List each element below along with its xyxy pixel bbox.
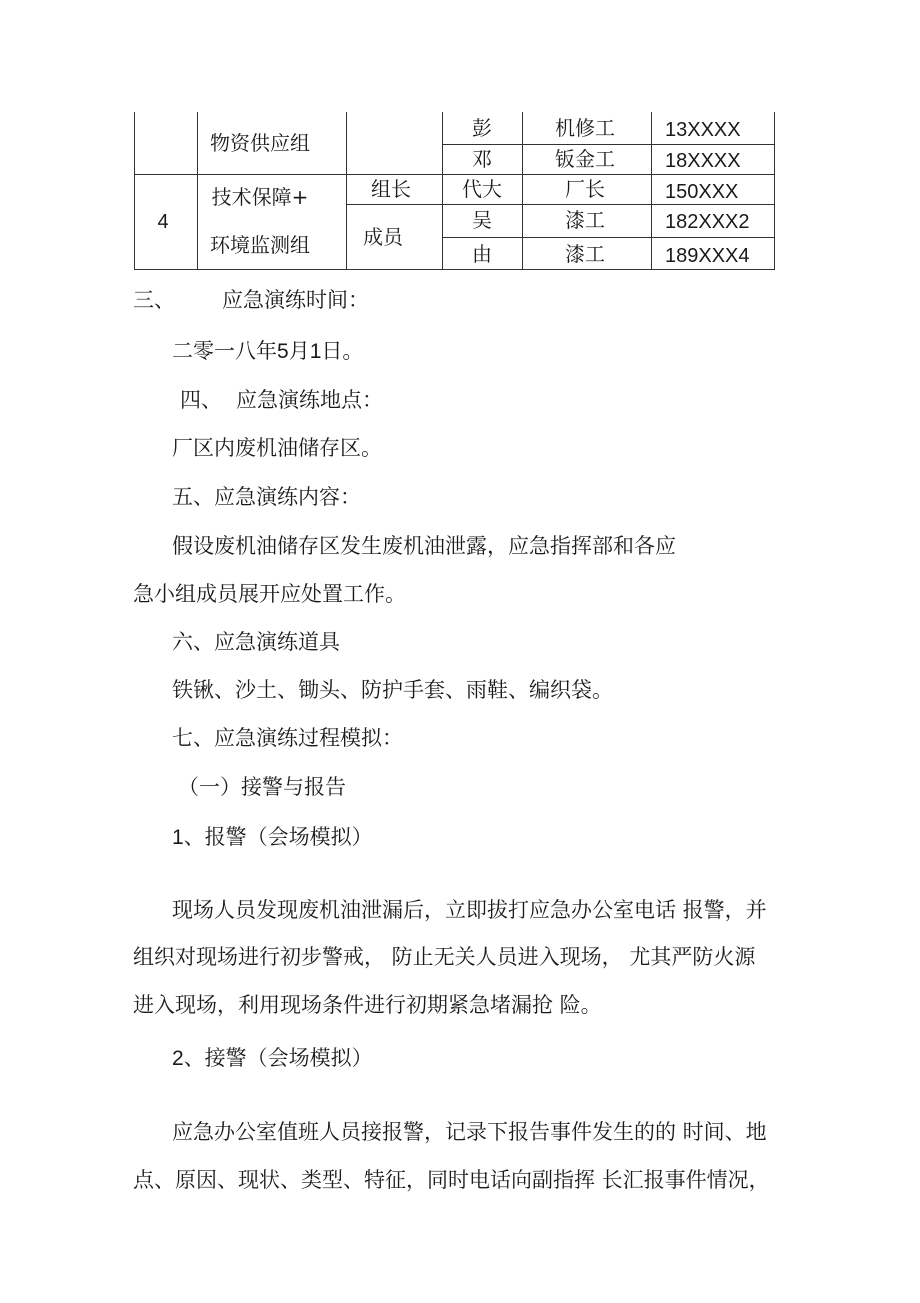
name-cell: 由	[472, 242, 492, 266]
name-cell: 吴	[472, 208, 492, 232]
section-heading: 应急演练时间：	[222, 288, 369, 312]
row-index: 4	[157, 211, 169, 233]
staff-table	[134, 112, 775, 270]
role-cell: 成员	[363, 225, 403, 249]
paragraph: 急小组成员展开应处置工作。	[133, 582, 406, 606]
section-heading: 应急演练地点：	[236, 388, 383, 412]
name-cell: 彭	[472, 116, 492, 140]
title-cell: 漆工	[565, 208, 605, 232]
title-cell: 厂长	[565, 177, 605, 201]
step-heading: 2、接警（会场模拟）	[172, 1046, 373, 1070]
paragraph: 厂区内废机油储存区。	[172, 436, 382, 460]
name-cell: 代大	[462, 177, 502, 201]
group-cell: 技术保障+	[211, 185, 309, 209]
section-number: 四、	[180, 388, 222, 412]
paragraph: 铁锹、沙土、锄头、防护手套、雨鞋、编织袋。	[172, 678, 613, 702]
name-cell: 邓	[472, 147, 492, 171]
phone-cell: 150XXX	[665, 181, 739, 203]
paragraph: 组织对现场进行初步警戒， 防止无关人员进入现场， 尤其严防火源	[133, 945, 756, 969]
step-heading: 1、报警（会场模拟）	[172, 825, 373, 849]
phone-cell: 189XXX4	[665, 245, 750, 267]
phone-cell: 13XXXX	[665, 119, 741, 141]
section-heading: 五、应急演练内容：	[172, 485, 361, 509]
section-heading: 六、应急演练道具	[172, 630, 340, 654]
title-cell: 漆工	[565, 242, 605, 266]
role-cell: 组长	[371, 177, 411, 201]
section-number: 三、	[133, 288, 175, 312]
title-cell: 钣金工	[555, 147, 615, 171]
paragraph: 进入现场，利用现场条件进行初期紧急堵漏抢 险。	[133, 993, 602, 1017]
paragraph: 点、原因、现状、类型、特征，同时电话向副指挥 长汇报事件情况，	[133, 1168, 770, 1192]
group-cell: 环境监测组	[210, 233, 310, 257]
title-cell: 机修工	[555, 116, 615, 140]
paragraph: 假设废机油储存区发生废机油泄露，应急指挥部和各应	[172, 534, 676, 558]
phone-cell: 182XXX2	[665, 211, 750, 233]
section-heading: 七、应急演练过程模拟：	[172, 726, 403, 750]
paragraph: 应急办公室值班人员接报警，记录下报告事件发生的的 时间、地	[172, 1120, 767, 1144]
paragraph: 现场人员发现废机油泄漏后，立即拔打应急办公室电话 报警，并	[172, 898, 767, 922]
paragraph: 二零一八年5月1日。	[172, 339, 364, 363]
group-cell: 物资供应组	[210, 131, 310, 155]
sub-heading: （一）接警与报告	[178, 775, 346, 799]
phone-cell: 18XXXX	[665, 150, 741, 172]
